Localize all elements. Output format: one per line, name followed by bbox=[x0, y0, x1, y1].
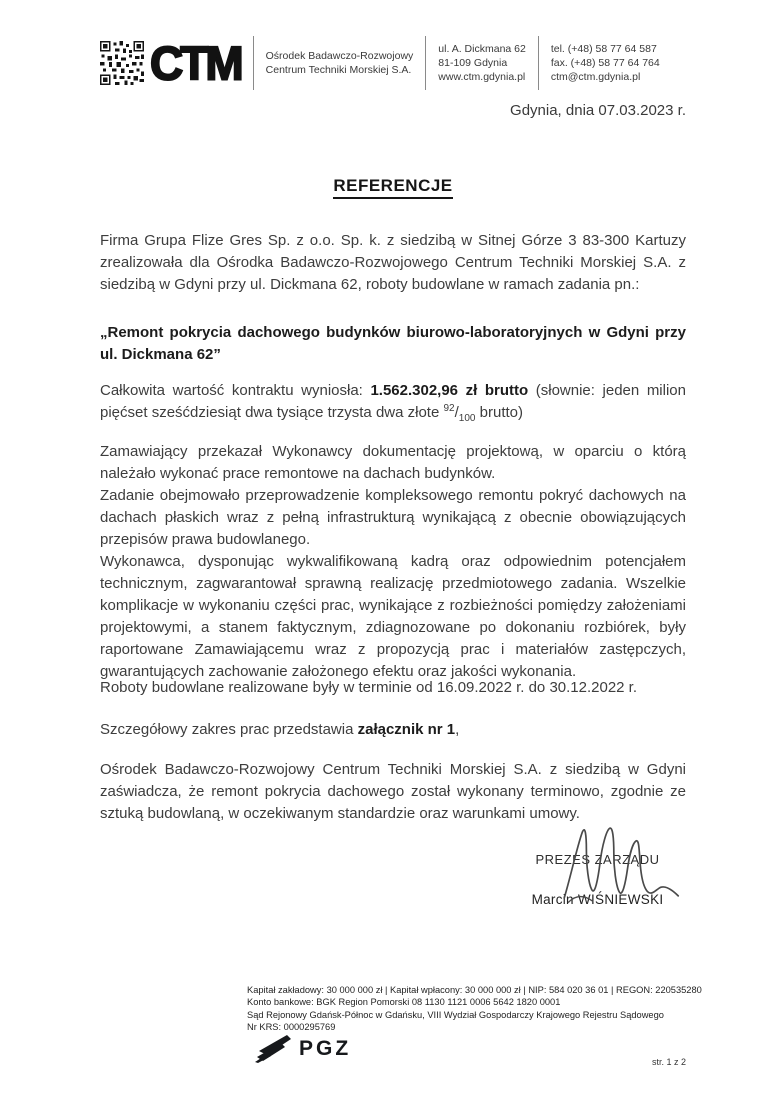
address-line: www.ctm.gdynia.pl bbox=[438, 71, 526, 83]
qr-code-icon bbox=[100, 41, 144, 85]
company-name-block bbox=[254, 36, 426, 90]
title-row bbox=[100, 176, 686, 199]
page-title: REFERENCJE bbox=[333, 176, 452, 199]
footer-line: Konto bankowe: BGK Region Pomorski 08 1130 1121 0006 5642 1820 0001 bbox=[247, 997, 561, 1008]
scope-part-3: Wykonawca, dysponując wykwalifikowaną kadrą oraz odpowiednim potencjałem technicznym, zagwarantował sprawną realizację przedmiotowego zadania. Wszelkie komplikacje w wykonaniu części prac, wynikające z rozbieżności pomiędzy założeniami projektowymi, a stanem faktycznym, zdiagnozowane po dokonaniu rozbiórek, były raportowane Zamawiającemu wraz z propozycją prac i materiałów zastępczych, gwarantujących zachowanie założonego efektu oraz jakości wykonania. bbox=[100, 553, 686, 680]
signer-name: Marcin WIŚNIEWSKI bbox=[531, 892, 664, 907]
footer-line: Kapitał zakładowy: 30 000 000 zł | Kapitał wpłacony: 30 000 000 zł | NIP: 584 020 36 01 | REGON: 220535280 bbox=[247, 985, 702, 995]
fraction-denominator: 100 bbox=[458, 413, 476, 424]
address-line: 81-109 Gdynia bbox=[438, 57, 508, 69]
ctm-logo bbox=[100, 36, 253, 90]
contract-value-suffix: brutto) bbox=[475, 404, 523, 421]
paragraph-scope bbox=[100, 441, 686, 683]
attachment-suffix: , bbox=[455, 721, 460, 738]
company-line: Centrum Techniki Morskiej S.A. bbox=[265, 64, 412, 76]
footer-legal bbox=[247, 984, 717, 1034]
contact-line: fax. (+48) 58 77 64 764 bbox=[550, 57, 660, 69]
footer-line: Sąd Rejonowy Gdańsk-Północ w Gdańsku, VIII Wydział Gospodarczy Krajowego Rejestru Sądowego bbox=[247, 1009, 664, 1020]
attachment-ref: załącznik nr 1 bbox=[357, 721, 456, 738]
paragraph-attachment bbox=[100, 719, 686, 741]
paragraph-intro: Firma Grupa Flize Gres Sp. z o.o. Sp. k. z siedzibą w Sitnej Górze 3 83-300 Kartuzy zrealizowała dla Ośrodka Badawczo-Rozwojowego Centrum Techniki Morskiej S.A. z siedzibą w Gdyni przy ul. Dickmana 62, roboty budowlane w ramach zadania pn.: bbox=[100, 232, 686, 293]
pgz-mark-icon bbox=[255, 1035, 291, 1063]
pgz-wordmark: PGZ bbox=[299, 1037, 352, 1060]
signer-role: PREZES ZARZĄDU bbox=[535, 852, 660, 867]
scope-part-2: Zadanie obejmowało przeprowadzenie kompleksowego remontu pokryć dachowych na dachach płaskich wraz z pełną infrastrukturą wynikającą z obecnie obowiązujących przepisów prawa budowlanego. bbox=[100, 487, 686, 548]
page-number: str. 1 z 2 bbox=[651, 1057, 686, 1067]
address-block bbox=[426, 36, 538, 90]
company-line: Ośrodek Badawczo-Rozwojowy bbox=[265, 50, 414, 62]
paragraph-contract-value bbox=[100, 380, 686, 424]
pgz-logo bbox=[255, 1035, 351, 1063]
paragraph-project-title: „Remont pokrycia dachowego budynków biurowo-laboratoryjnych w Gdyni przy ul. Dickmana 62” bbox=[100, 324, 686, 363]
address-line: ul. A. Dickmana 62 bbox=[438, 43, 526, 55]
scope-part-1: Zamawiający przekazał Wykonawcy dokumentację projektową, w oparciu o którą należało wykonać prace remontowe na dachach budynków. bbox=[100, 443, 686, 482]
footer-line: Nr KRS: 0000295769 bbox=[247, 1022, 336, 1033]
attachment-prefix: Szczegółowy zakres prac przedstawia bbox=[100, 721, 358, 738]
contract-value-amount: 1.562.302,96 zł brutto bbox=[370, 382, 529, 399]
date-line: Gdynia, dnia 07.03.2023 r. bbox=[510, 102, 686, 119]
contract-value-words: (słownie: jeden milion pięćset sześćdziesiąt dwa tysiące trzysta dwa złote bbox=[100, 382, 686, 421]
ctm-logotype: CTM bbox=[150, 36, 241, 90]
letterhead bbox=[100, 36, 686, 90]
contact-line: ctm@ctm.gdynia.pl bbox=[550, 71, 641, 83]
fraction-slash: / bbox=[454, 404, 459, 421]
contact-block bbox=[539, 36, 672, 90]
signature-block bbox=[505, 852, 690, 907]
paragraph-timeline: Roboty budowlane realizowane były w terminie od 16.09.2022 r. do 30.12.2022 r. bbox=[100, 679, 638, 696]
contact-line: tel. (+48) 58 77 64 587 bbox=[550, 43, 657, 55]
contract-value-prefix: Całkowita wartość kontraktu wyniosła: bbox=[100, 382, 371, 399]
paragraph-attestation: Ośrodek Badawczo-Rozwojowy Centrum Techniki Morskiej S.A. z siedzibą w Gdyni zaświadcza, że remont pokrycia dachowego został wykonany terminowo, zgodnie ze sztuką budowlaną, w oczekiwanym standardzie oraz warunkami umowy. bbox=[100, 761, 686, 822]
fraction-numerator: 92 bbox=[443, 403, 455, 414]
